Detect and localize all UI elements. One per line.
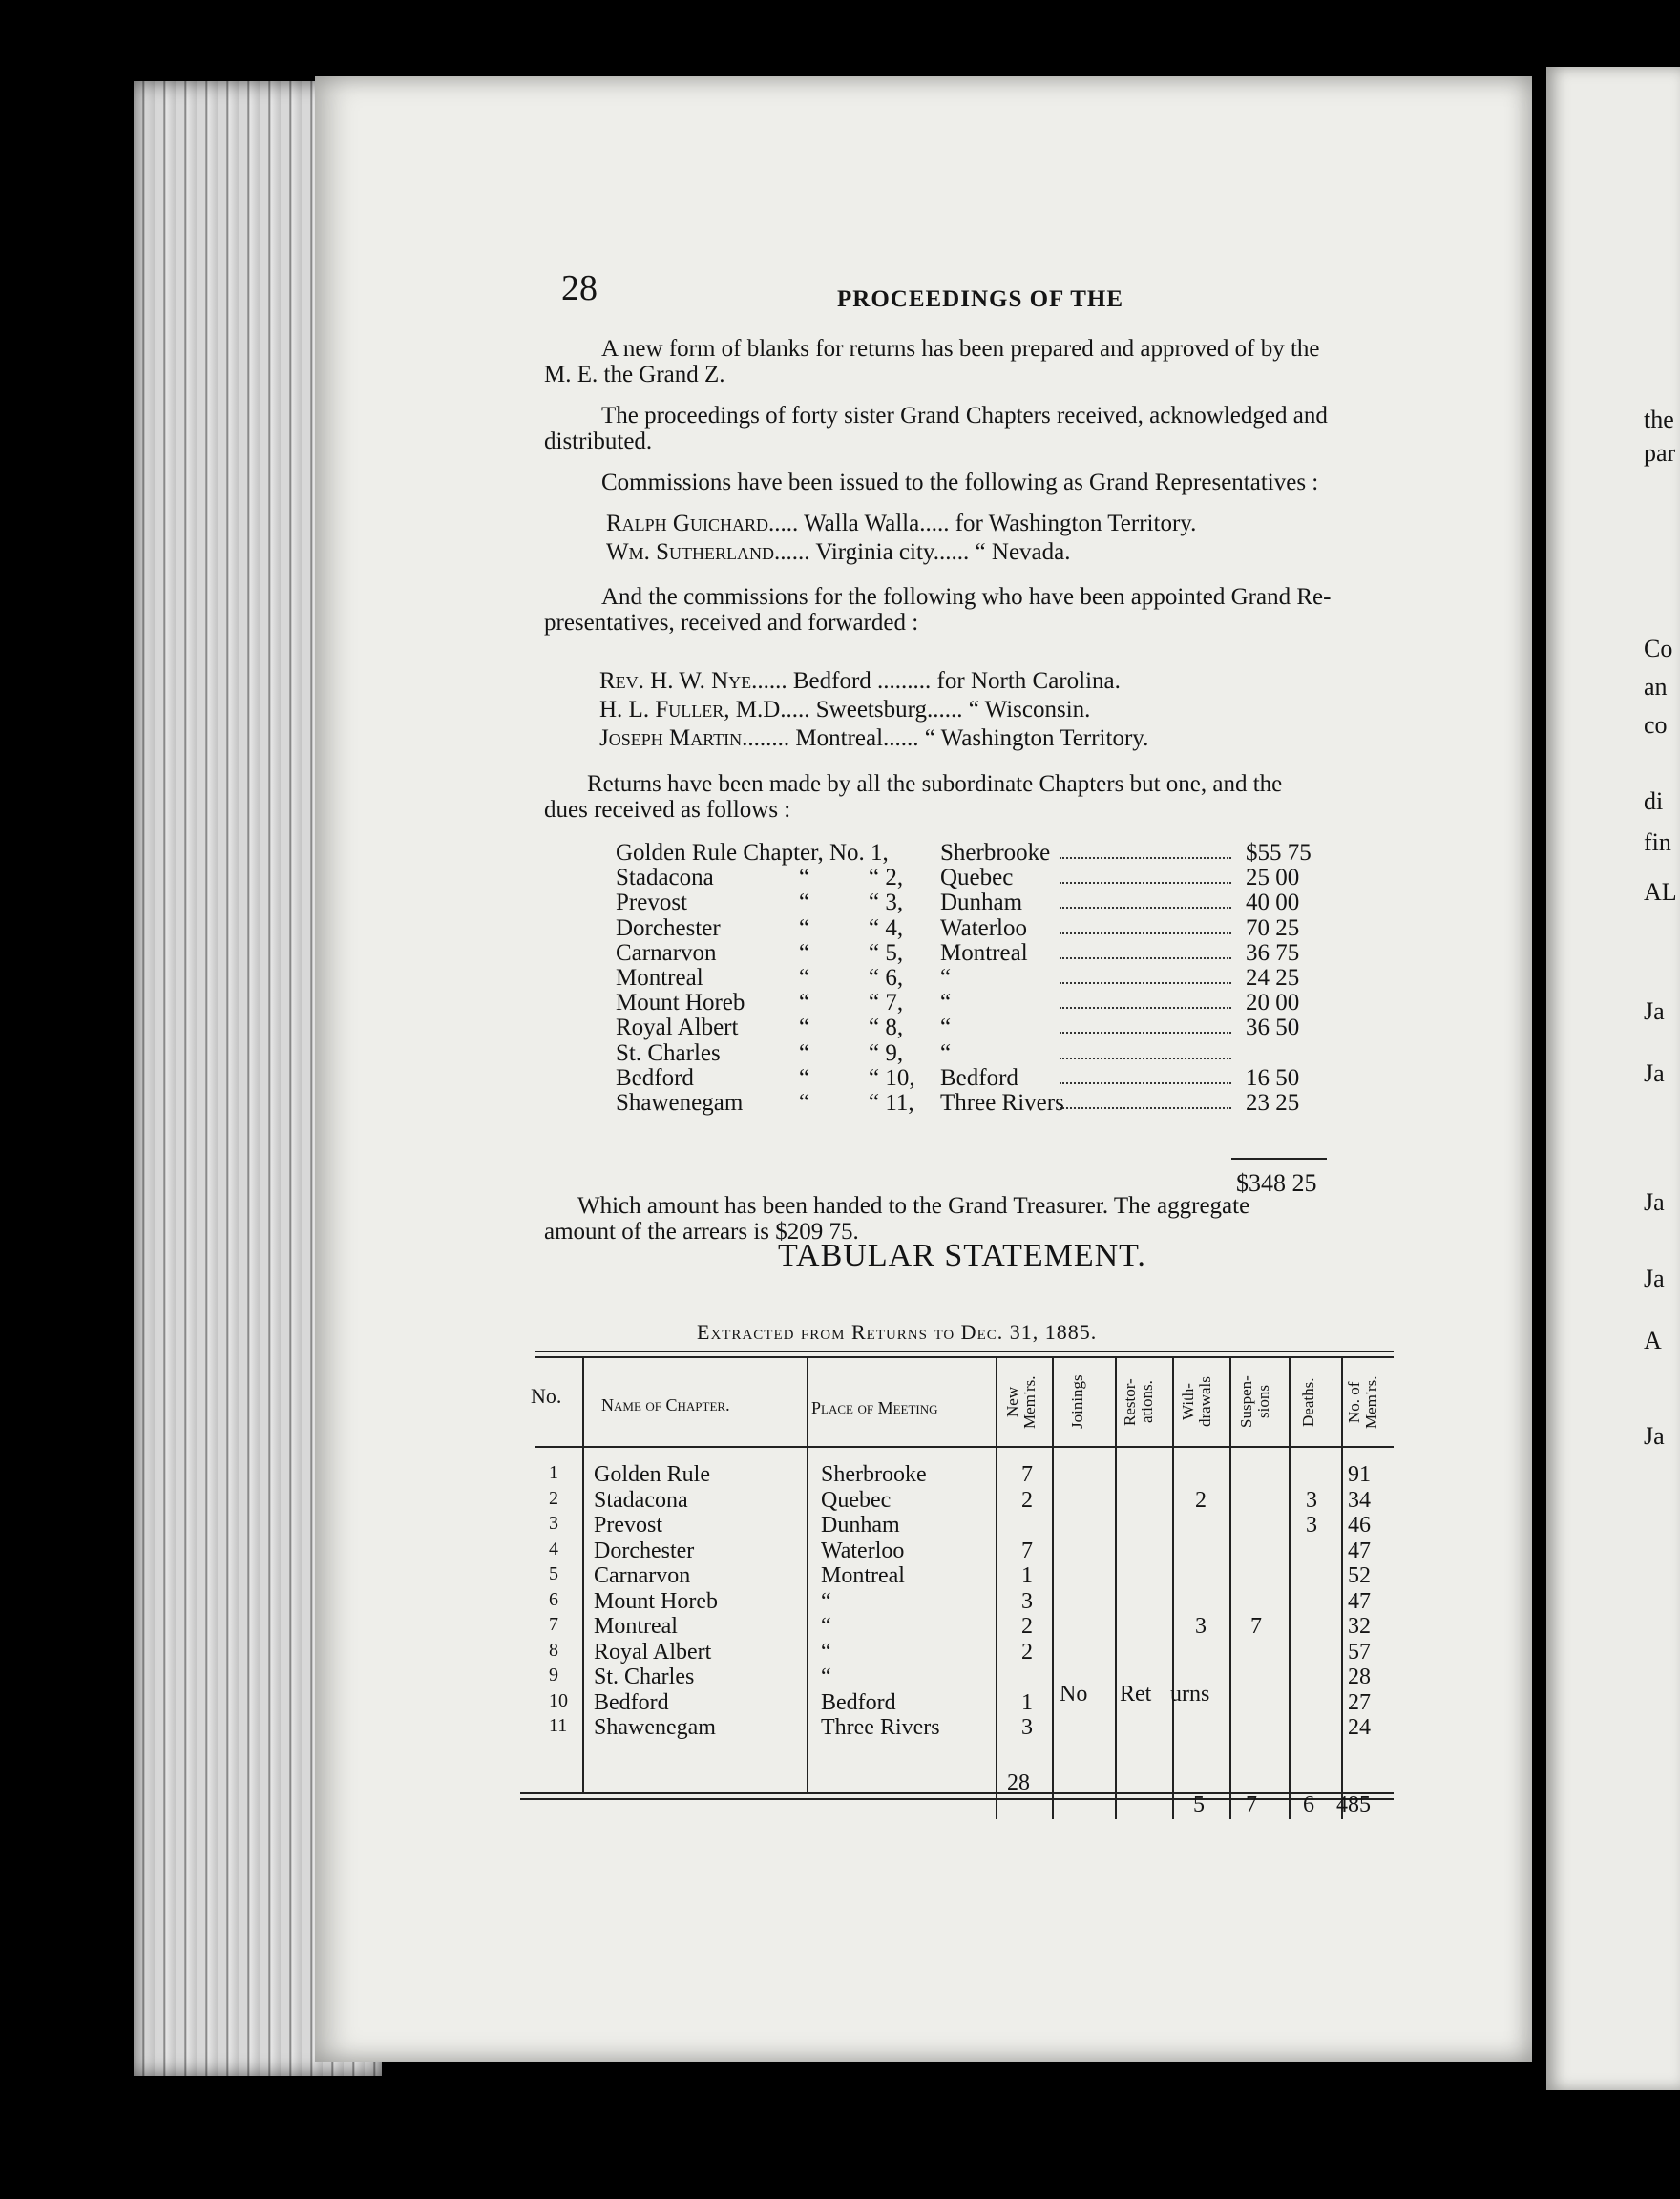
facing-page-fragment: Ja <box>1644 1422 1665 1450</box>
row-new-members: 3 <box>1021 1715 1033 1740</box>
row-place: “ <box>821 1588 831 1614</box>
row-chapter: Montreal <box>594 1614 678 1639</box>
row-members: 28 <box>1348 1665 1371 1689</box>
facing-page-fragment: Ja <box>1644 997 1665 1025</box>
dues-row <box>611 1040 1336 1065</box>
total-new: 28 <box>1007 1770 1030 1795</box>
col-sep <box>1052 1356 1054 1819</box>
header-name: Name of Chapter. <box>601 1395 730 1414</box>
dues-number: “ 6, <box>869 965 904 991</box>
running-head: PROCEEDINGS OF THE <box>837 286 1124 312</box>
facing-page-fragment: di <box>1644 787 1664 815</box>
dues-row <box>611 965 1336 990</box>
dues-total-rule <box>1231 1158 1327 1160</box>
leader-dots <box>1060 944 1231 959</box>
paragraph-4 <box>544 584 1413 636</box>
paragraph-1 <box>544 336 1413 387</box>
dues-amount: 20 00 <box>1246 990 1300 1016</box>
dues-number: 1, <box>871 840 889 866</box>
rep-issued-1: Ralph Guichard..... Walla Walla..... for Washington Territory. <box>606 511 1197 536</box>
p2-line2: distributed. <box>544 429 653 454</box>
row-withdrawals: 2 <box>1195 1487 1207 1513</box>
leader-dots <box>1060 844 1231 859</box>
facing-page-fragment: AL <box>1644 878 1677 906</box>
row-deaths: 3 <box>1306 1487 1317 1513</box>
dues-number: “ 11, <box>869 1090 914 1116</box>
dues-number: “ 8, <box>869 1015 904 1041</box>
row-members: 27 <box>1348 1689 1371 1715</box>
total-suspensions: 7 <box>1246 1792 1257 1817</box>
header-withdrawals: With-drawals <box>1179 1376 1214 1428</box>
dues-chapter: St. Charles <box>616 1039 721 1066</box>
row-number: 7 <box>549 1614 558 1635</box>
dues-place: “ <box>940 965 952 991</box>
leader-dots <box>1060 969 1231 984</box>
dues-number: “ 7, <box>869 990 904 1016</box>
row-new-members: 7 <box>1021 1462 1033 1487</box>
dues-chapter: Carnarvon <box>616 939 717 966</box>
dues-ditto: “ <box>799 939 810 966</box>
row-number: 11 <box>549 1715 568 1736</box>
facing-page-fragment: the <box>1644 406 1674 433</box>
dues-ditto: “ <box>799 890 810 916</box>
header-no: No. <box>531 1384 562 1408</box>
dues-number: “ 10, <box>869 1064 915 1091</box>
row-chapter: Stadacona <box>594 1487 688 1513</box>
p1-line2: M. E. the Grand Z. <box>544 362 725 387</box>
p4-line2: presentatives, received and forwarded : <box>544 610 919 636</box>
dues-place: Three Rivers <box>940 1090 1064 1116</box>
rep-received-3: Joseph Martin........ Montreal...... “ Washington Territory. <box>599 725 1149 751</box>
table-top-rule <box>535 1351 1394 1352</box>
dues-number: “ 3, <box>869 890 904 916</box>
paragraph-2 <box>544 403 1413 454</box>
paragraph-6 <box>544 1193 1413 1245</box>
tabular-title: TABULAR STATEMENT. <box>778 1238 1146 1273</box>
row-number: 3 <box>549 1513 558 1534</box>
row-new-members: 3 <box>1021 1588 1033 1614</box>
row-new-members: 2 <box>1021 1487 1033 1513</box>
row-members: 32 <box>1348 1614 1371 1639</box>
rep-for: for Washington Territory. <box>955 511 1197 536</box>
dues-chapter: Dorchester <box>616 914 721 941</box>
rep-place: Virginia city <box>815 539 934 565</box>
p6-line2: amount of the arrears is $209 75. <box>544 1219 859 1245</box>
p1-line1: A new form of blanks for returns has been prepared and approved of by the <box>601 336 1320 362</box>
header-members: No. of Mem'rs. <box>1345 1375 1380 1429</box>
table-top-rule-2 <box>535 1356 1394 1358</box>
col-sep <box>582 1356 584 1792</box>
row-members: 57 <box>1348 1639 1371 1665</box>
row-new-members: 2 <box>1021 1614 1033 1639</box>
row-number: 5 <box>549 1563 558 1584</box>
row-chapter: Royal Albert <box>594 1639 712 1665</box>
dues-row <box>611 1090 1336 1115</box>
row-new-members: 1 <box>1021 1689 1033 1715</box>
row-new-members: 1 <box>1021 1563 1033 1588</box>
row-members: 24 <box>1348 1715 1371 1740</box>
dues-chapter: Bedford <box>616 1064 694 1091</box>
header-joinings: Joinings <box>1068 1374 1086 1430</box>
dues-place: Montreal <box>940 939 1028 966</box>
dues-amount: 23 25 <box>1246 1090 1300 1116</box>
row-new-members: 7 <box>1021 1538 1033 1563</box>
header-new-members: New Mem'rs. <box>1003 1375 1039 1429</box>
facing-page-fragment: fin <box>1644 828 1671 856</box>
dues-chapter: Golden Rule Chapter, No. <box>616 840 865 866</box>
dues-place: “ <box>940 1015 952 1041</box>
dues-number: “ 9, <box>869 1039 904 1066</box>
no-returns-2: Ret <box>1120 1682 1152 1707</box>
row-chapter: St. Charles <box>594 1665 695 1689</box>
dues-ditto: “ <box>799 965 810 991</box>
rep-name: Ralph Guichard <box>606 511 768 536</box>
paragraph-3: Commissions have been issued to the following as Grand Representatives : <box>601 470 1319 495</box>
row-members: 52 <box>1348 1563 1371 1588</box>
rep-for: “ Washington Territory. <box>924 725 1149 751</box>
col-sep <box>807 1356 808 1792</box>
dues-amount: 16 50 <box>1246 1064 1300 1091</box>
table-header-rule <box>535 1446 1394 1448</box>
dues-number: “ 5, <box>869 939 904 966</box>
header-deaths: Deaths. <box>1299 1377 1317 1427</box>
paragraph-5 <box>544 771 1413 823</box>
dues-place: Bedford <box>940 1064 1018 1091</box>
col-sep <box>1172 1356 1174 1819</box>
rep-place: Bedford <box>792 668 872 694</box>
p6-line1: Which amount has been handed to the Grand Treasurer. The aggregate <box>578 1193 1250 1219</box>
row-chapter: Prevost <box>594 1513 662 1538</box>
dues-place: Waterloo <box>940 914 1028 941</box>
dues-amount: 40 00 <box>1246 890 1300 916</box>
col-sep <box>1289 1356 1291 1819</box>
row-suspensions: 7 <box>1250 1614 1262 1639</box>
row-members: 47 <box>1348 1538 1371 1563</box>
rep-name: Wm. Sutherland <box>606 539 774 565</box>
rep-received-2: H. L. Fuller, M.D..... Sweetsburg...... “ Wisconsin. <box>599 697 1091 723</box>
facing-page-fragment: an <box>1644 673 1668 701</box>
col-sep <box>996 1356 998 1819</box>
dues-number: “ 4, <box>869 914 904 941</box>
no-returns-1: No <box>1060 1682 1088 1707</box>
dues-chapter: Prevost <box>616 890 687 916</box>
row-chapter: Carnarvon <box>594 1563 691 1588</box>
row-chapter: Bedford <box>594 1689 669 1715</box>
leader-dots <box>1060 1094 1231 1109</box>
dues-chapter: Royal Albert <box>616 1015 739 1041</box>
dues-amount: $55 75 <box>1246 840 1312 866</box>
p4-line1: And the commissions for the following who have been appointed Grand Re- <box>601 584 1332 610</box>
dues-total: $348 25 <box>1236 1169 1317 1197</box>
header-suspensions: Suspen-sions <box>1237 1375 1272 1429</box>
row-number: 4 <box>549 1538 558 1560</box>
col-sep <box>1115 1356 1117 1819</box>
p5-line1: Returns have been made by all the subordinate Chapters but one, and the <box>587 771 1283 797</box>
tabular-subtitle: Extracted from Returns to Dec. 31, 1885. <box>697 1320 1098 1344</box>
dues-ditto: “ <box>799 1064 810 1091</box>
rep-place: Sweetsburg <box>815 697 927 723</box>
facing-page-fragment: co <box>1644 711 1668 739</box>
leader-dots <box>1060 919 1231 934</box>
dues-amount: 36 50 <box>1246 1015 1300 1041</box>
row-number: 1 <box>549 1462 558 1483</box>
facing-page-fragment: A <box>1644 1327 1662 1354</box>
facing-page-fragment: par <box>1644 439 1676 467</box>
row-place: “ <box>821 1639 831 1665</box>
rep-name: Joseph Martin <box>599 725 743 751</box>
dues-place: Dunham <box>940 890 1023 916</box>
facing-page-fragment: Co <box>1644 635 1673 662</box>
dues-amount: 24 25 <box>1246 965 1300 991</box>
row-members: 46 <box>1348 1513 1371 1538</box>
row-chapter: Shawenegam <box>594 1715 716 1740</box>
dues-chapter: Stadacona <box>616 865 714 891</box>
total-withdrawals: 5 <box>1193 1792 1205 1817</box>
leader-dots <box>1060 1069 1231 1084</box>
row-place: Waterloo <box>821 1538 905 1563</box>
dues-chapter: Mount Horeb <box>616 990 746 1016</box>
table-total-rule <box>520 1792 1394 1794</box>
leader-dots <box>1060 1018 1231 1034</box>
p5-line2: dues received as follows : <box>544 797 791 823</box>
row-place: “ <box>821 1665 831 1689</box>
row-place: “ <box>821 1614 831 1639</box>
total-members: 485 <box>1336 1792 1371 1817</box>
row-place: Three Rivers <box>821 1715 940 1740</box>
dues-chapter: Montreal <box>616 965 704 991</box>
dues-row <box>611 890 1336 914</box>
dues-row <box>611 865 1336 890</box>
row-chapter: Dorchester <box>594 1538 695 1563</box>
row-place: Dunham <box>821 1513 900 1538</box>
dues-ditto: “ <box>799 1015 810 1041</box>
dues-ditto: “ <box>799 1039 810 1066</box>
row-new-members: 2 <box>1021 1639 1033 1665</box>
table-total-rule-2 <box>520 1798 1394 1800</box>
dues-ditto: “ <box>799 990 810 1016</box>
rep-for: “ Nevada. <box>975 539 1071 565</box>
dues-place: Sherbrooke <box>940 840 1051 866</box>
row-number: 9 <box>549 1665 558 1686</box>
dues-place: “ <box>940 990 952 1016</box>
row-place: Bedford <box>821 1689 896 1715</box>
header-restorations: Restor-ations. <box>1121 1378 1156 1426</box>
row-members: 47 <box>1348 1588 1371 1614</box>
dues-ditto: “ <box>799 1090 810 1116</box>
rep-name: H. L. Fuller, M.D. <box>599 697 787 723</box>
row-withdrawals: 3 <box>1195 1614 1207 1639</box>
facing-page-fragment: Ja <box>1644 1188 1665 1216</box>
dues-number: “ 2, <box>869 865 904 891</box>
dues-amount: 25 00 <box>1246 865 1300 891</box>
dues-place: “ <box>940 1039 952 1066</box>
row-number: 8 <box>549 1639 558 1661</box>
row-chapter: Mount Horeb <box>594 1588 718 1614</box>
header-place: Place of Meeting <box>811 1398 938 1417</box>
row-number: 6 <box>549 1588 558 1610</box>
rep-issued-2: Wm. Sutherland...... Virginia city...... “ Nevada. <box>606 539 1071 565</box>
dues-ditto: “ <box>799 914 810 941</box>
leader-dots <box>1060 994 1231 1009</box>
row-place: Sherbrooke <box>821 1462 927 1487</box>
leader-dots <box>1060 893 1231 909</box>
rep-for: for North Carolina. <box>936 668 1121 694</box>
row-place: Quebec <box>821 1487 892 1513</box>
dues-amount: 70 25 <box>1246 914 1300 941</box>
p2-line1: The proceedings of forty sister Grand Chapters received, acknowledged and <box>601 403 1328 429</box>
dues-row <box>611 915 1336 940</box>
row-number: 10 <box>549 1689 568 1711</box>
dues-row <box>611 1065 1336 1090</box>
row-members: 91 <box>1348 1462 1371 1487</box>
dues-ditto: “ <box>799 865 810 891</box>
dues-place: Quebec <box>940 865 1014 891</box>
row-deaths: 3 <box>1306 1513 1317 1538</box>
rep-place: Walla Walla <box>804 511 920 536</box>
dues-row <box>611 940 1336 965</box>
no-returns-3: urns <box>1170 1682 1210 1707</box>
row-place: Montreal <box>821 1563 905 1588</box>
row-members: 34 <box>1348 1487 1371 1513</box>
dues-row <box>611 1015 1336 1039</box>
leader-dots <box>1060 1044 1231 1059</box>
rep-received-1: Rev. H. W. Nye...... Bedford ......... for North Carolina. <box>599 668 1121 694</box>
row-number: 2 <box>549 1487 558 1509</box>
rep-place: Montreal <box>795 725 884 751</box>
dues-chapter: Shawenegam <box>616 1090 744 1116</box>
row-chapter: Golden Rule <box>594 1462 710 1487</box>
col-sep <box>1229 1356 1231 1819</box>
rep-name: Rev. H. W. Nye <box>599 668 752 694</box>
dues-row <box>611 840 1336 865</box>
total-deaths: 6 <box>1303 1792 1314 1817</box>
facing-page-fragment: Ja <box>1644 1265 1665 1292</box>
facing-page-fragment: Ja <box>1644 1059 1665 1087</box>
rep-for: “ Wisconsin. <box>968 697 1091 723</box>
leader-dots <box>1060 869 1231 884</box>
dues-row <box>611 990 1336 1015</box>
dues-amount: 36 75 <box>1246 939 1300 966</box>
col-sep <box>1341 1356 1343 1819</box>
page-number: 28 <box>561 268 598 308</box>
